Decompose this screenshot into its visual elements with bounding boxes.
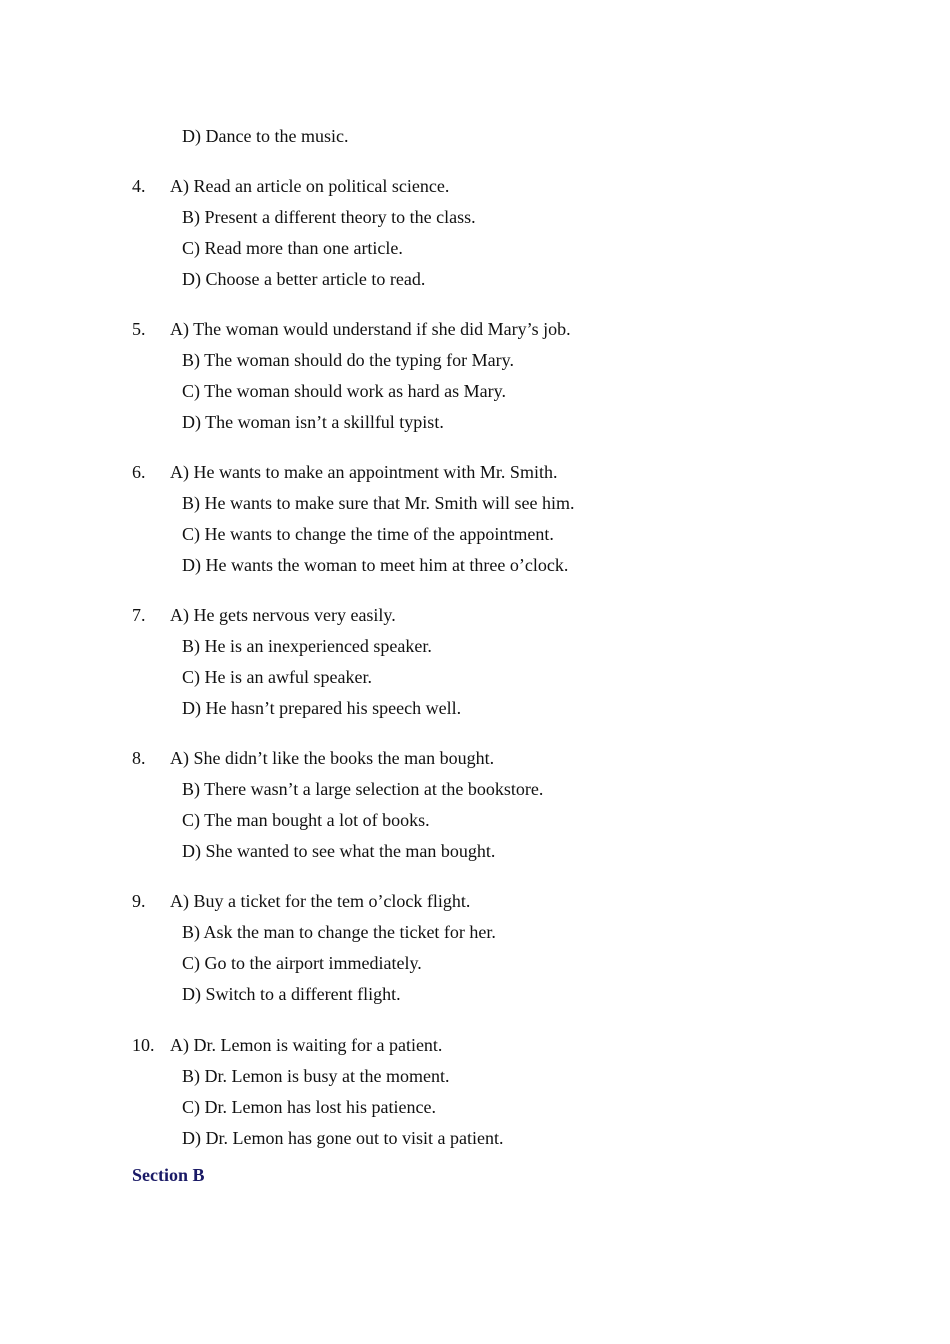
option-d: D) Dr. Lemon has gone out to visit a patient.	[182, 1128, 504, 1148]
question-number: 5.	[132, 319, 146, 339]
question-number: 6.	[132, 462, 146, 482]
option-c: C) Dr. Lemon has lost his patience.	[182, 1097, 436, 1117]
option-d: D) Switch to a different flight.	[182, 984, 401, 1004]
option-b: B) Ask the man to change the ticket for her.	[182, 922, 496, 942]
option-d: D) Choose a better article to read.	[182, 269, 426, 289]
option-a: A) The woman would understand if she did Mary’s job.	[170, 319, 571, 339]
question-number: 4.	[132, 176, 146, 196]
option-b: B) There wasn’t a large selection at the bookstore.	[182, 779, 544, 799]
option-c: C) The man bought a lot of books.	[182, 810, 430, 830]
option-b: B) He wants to make sure that Mr. Smith will see him.	[182, 493, 575, 513]
question-number: 9.	[132, 891, 146, 911]
option-a: A) Buy a ticket for the tem o’clock flight.	[170, 891, 471, 911]
option-d: D) The woman isn’t a skillful typist.	[182, 412, 444, 432]
question-number: 8.	[132, 748, 146, 768]
option-b: B) Present a different theory to the class.	[182, 207, 476, 227]
option-a: A) Dr. Lemon is waiting for a patient.	[170, 1035, 443, 1055]
section-heading: Section B	[132, 1165, 205, 1185]
option-a: A) She didn’t like the books the man bought.	[170, 748, 495, 768]
option-b: B) He is an inexperienced speaker.	[182, 636, 432, 656]
option-a: A) He wants to make an appointment with Mr. Smith.	[170, 462, 558, 482]
option-c: C) He is an awful speaker.	[182, 667, 372, 687]
question-number: 10.	[132, 1035, 155, 1055]
option-d: D) He wants the woman to meet him at three o’clock.	[182, 555, 569, 575]
option-a: A) Read an article on political science.	[170, 176, 450, 196]
option-b: B) Dr. Lemon is busy at the moment.	[182, 1066, 450, 1086]
option-d: D) She wanted to see what the man bought.	[182, 841, 496, 861]
option-c: C) The woman should work as hard as Mary.	[182, 381, 506, 401]
option-c: C) Go to the airport immediately.	[182, 953, 422, 973]
option-c: C) Read more than one article.	[182, 238, 403, 258]
option-d-q3: D) Dance to the music.	[182, 126, 349, 146]
question-number: 7.	[132, 605, 146, 625]
option-a: A) He gets nervous very easily.	[170, 605, 396, 625]
option-b: B) The woman should do the typing for Mary.	[182, 350, 514, 370]
option-c: C) He wants to change the time of the appointment.	[182, 524, 554, 544]
option-d: D) He hasn’t prepared his speech well.	[182, 698, 462, 718]
